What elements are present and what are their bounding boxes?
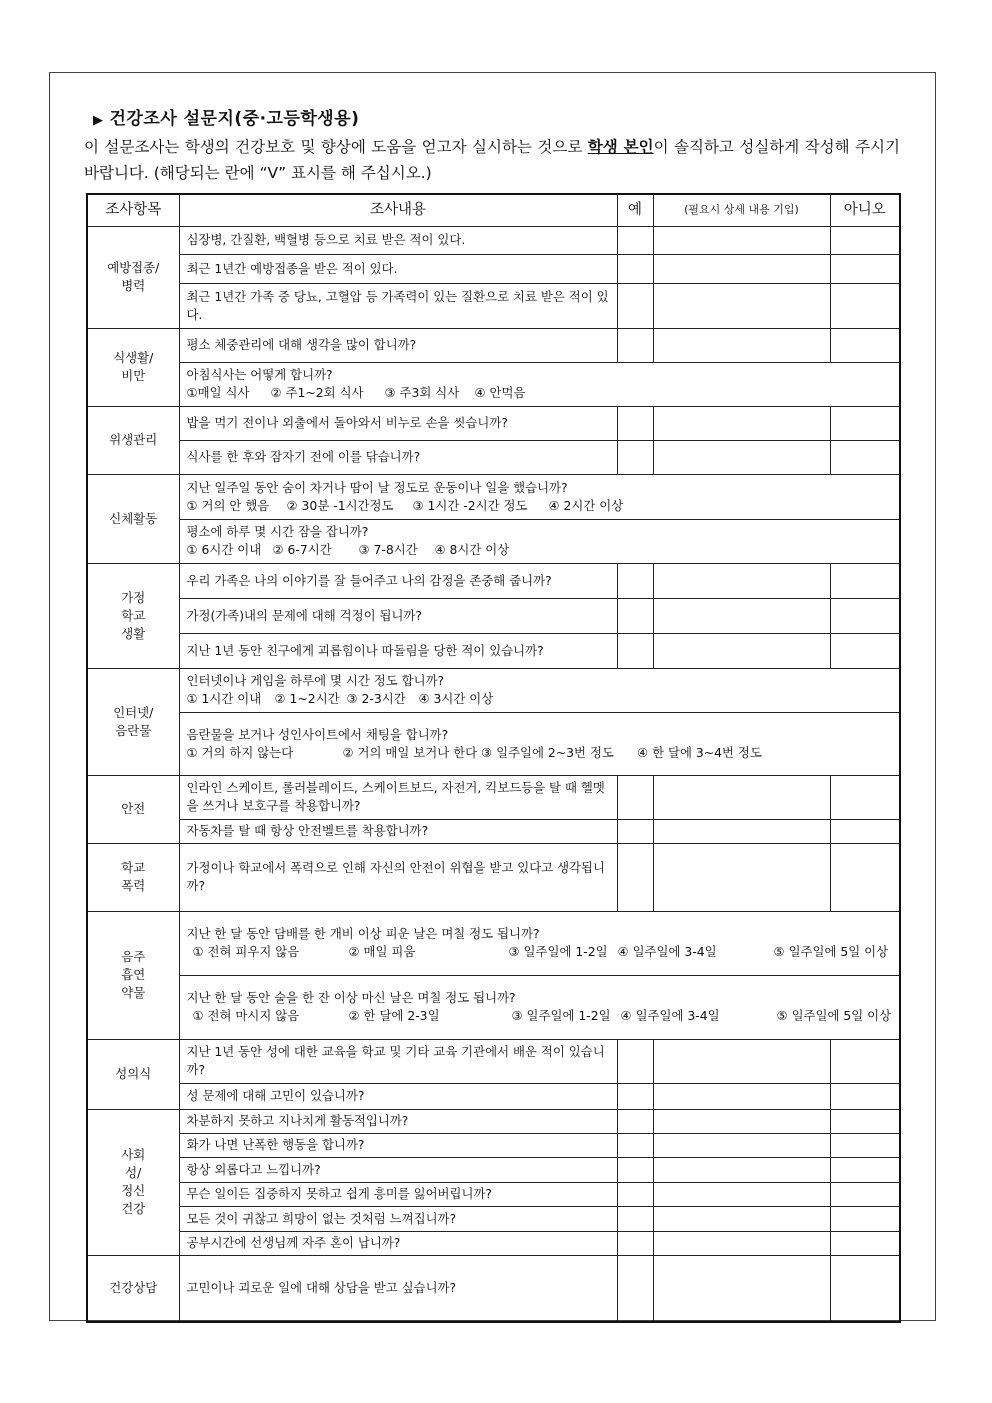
no-cell[interactable] bbox=[830, 1255, 900, 1322]
yes-cell[interactable] bbox=[617, 328, 653, 362]
memo-cell[interactable] bbox=[653, 819, 830, 843]
question: 인라인 스케이트, 롤러블레이드, 스케이트보드, 자전거, 킥보드등을 탈 때 헬멧을 쓰거나 보호구를 착용합니까? bbox=[179, 775, 617, 819]
memo-cell[interactable] bbox=[653, 254, 830, 283]
yes-cell[interactable] bbox=[617, 598, 653, 633]
no-cell[interactable] bbox=[830, 283, 900, 328]
answer-options: ④ 일주일에 3-4일 ⑤ 일주일에 5일 이상 bbox=[617, 944, 889, 959]
no-cell[interactable] bbox=[830, 775, 900, 819]
memo-cell[interactable] bbox=[653, 1157, 830, 1182]
memo-cell[interactable] bbox=[653, 1255, 830, 1322]
yes-cell[interactable] bbox=[617, 819, 653, 843]
category-family: 가정 학교 생활 bbox=[87, 563, 179, 668]
question-with-options: 지난 한 달 동안 담배를 한 개비 이상 피운 날은 며칠 정도 됩니까? ① 전혀 피우지 않음 ② 매일 피움 ③ 일주일에 1-2일 ④ 일주일에 3-4일 ⑤ 일주일에 5일 이상 bbox=[179, 911, 900, 975]
category-mental: 사회 성/ 정신 건강 bbox=[87, 1109, 179, 1255]
table-row bbox=[87, 819, 900, 843]
yes-cell[interactable] bbox=[617, 283, 653, 328]
question: 공부시간에 선생님께 자주 혼이 납니까? bbox=[179, 1231, 617, 1255]
table-row bbox=[87, 668, 900, 712]
header-content: 조사내용 bbox=[179, 194, 617, 226]
question: 식사를 한 후와 잠자기 전에 이를 닦습니까? bbox=[179, 440, 617, 474]
memo-cell[interactable] bbox=[653, 775, 830, 819]
memo-cell[interactable] bbox=[653, 1133, 830, 1157]
memo-cell[interactable] bbox=[653, 1039, 830, 1083]
table-row bbox=[87, 598, 900, 633]
question: 모든 것이 귀찮고 희망이 없는 것처럼 느껴집니까? bbox=[179, 1206, 617, 1231]
table-row bbox=[87, 1133, 900, 1157]
intro-highlight: 학생 본인 bbox=[587, 138, 654, 156]
no-cell[interactable] bbox=[830, 843, 900, 911]
question: 무슨 일이든 집중하지 못하고 쉽게 흥미를 잃어버립니까? bbox=[179, 1182, 617, 1206]
table-row bbox=[87, 843, 900, 911]
yes-cell[interactable] bbox=[617, 1255, 653, 1322]
table-row bbox=[87, 563, 900, 598]
no-cell[interactable] bbox=[830, 1039, 900, 1083]
answer-options: ① 거의 하지 않는다 ② 거의 매일 보거나 한다 bbox=[186, 744, 478, 760]
title-marker-icon: ▶ bbox=[93, 113, 104, 128]
yes-cell[interactable] bbox=[617, 775, 653, 819]
answer-options: ① 전혀 마시지 않음 ② 한 달에 2-3일 ③ 일주일에 1-2일 bbox=[192, 1008, 611, 1023]
yes-cell[interactable] bbox=[617, 406, 653, 440]
header-no: 아니오 bbox=[830, 194, 900, 226]
table-row bbox=[87, 1255, 900, 1322]
memo-cell[interactable] bbox=[653, 283, 830, 328]
table-row bbox=[87, 1109, 900, 1133]
no-cell[interactable] bbox=[830, 1133, 900, 1157]
yes-cell[interactable] bbox=[617, 1039, 653, 1083]
question: 가정이나 학교에서 폭력으로 인해 자신의 안전이 위협을 받고 있다고 생각됩니까? bbox=[179, 843, 617, 911]
answer-options: ① 6시간 이내 ② 6-7시간 ③ 7-8시간 ④ 8시간 이상 bbox=[186, 542, 510, 557]
yes-cell[interactable] bbox=[617, 1182, 653, 1206]
category-substance: 음주 흡연 약물 bbox=[87, 911, 179, 1039]
no-cell[interactable] bbox=[830, 1231, 900, 1255]
survey-table bbox=[86, 193, 901, 1323]
memo-cell[interactable] bbox=[653, 328, 830, 362]
table-row bbox=[87, 362, 900, 406]
no-cell[interactable] bbox=[830, 819, 900, 843]
yes-cell[interactable] bbox=[617, 1157, 653, 1182]
question: 우리 가족은 나의 이야기를 잘 들어주고 나의 감정을 존중해 줍니까? bbox=[179, 563, 617, 598]
memo-cell[interactable] bbox=[653, 1109, 830, 1133]
no-cell[interactable] bbox=[830, 254, 900, 283]
memo-cell[interactable] bbox=[653, 633, 830, 668]
question: 최근 1년간 예방접종을 받은 적이 있다. bbox=[179, 254, 617, 283]
answer-options: ③ 일주일에 2~3번 정도 ④ 한 달에 3~4번 정도 bbox=[481, 744, 762, 760]
yes-cell[interactable] bbox=[617, 226, 653, 254]
no-cell[interactable] bbox=[830, 226, 900, 254]
table-row bbox=[87, 283, 900, 328]
question-with-options: 평소에 하루 몇 시간 잠을 잡니까? ① 6시간 이내 ② 6-7시간 ③ 7-8시간 ④ 8시간 이상 bbox=[179, 519, 900, 563]
question-with-options: 음란물을 보거나 성인사이트에서 채팅을 합니까? ① 거의 하지 않는다 ② 거의 매일 보거나 한다 ③ 일주일에 2~3번 정도 ④ 한 달에 3~4번 정도 bbox=[179, 712, 900, 775]
no-cell[interactable] bbox=[830, 598, 900, 633]
no-cell[interactable] bbox=[830, 1157, 900, 1182]
yes-cell[interactable] bbox=[617, 1109, 653, 1133]
table-row bbox=[87, 712, 900, 775]
no-cell[interactable] bbox=[830, 406, 900, 440]
table-row bbox=[87, 975, 900, 1039]
table-row bbox=[87, 1083, 900, 1109]
memo-cell[interactable] bbox=[653, 1206, 830, 1231]
table-row bbox=[87, 440, 900, 474]
memo-cell[interactable] bbox=[653, 598, 830, 633]
yes-cell[interactable] bbox=[617, 843, 653, 911]
table-row bbox=[87, 406, 900, 440]
question: 성 문제에 대해 고민이 있습니까? bbox=[179, 1083, 617, 1109]
table-row bbox=[87, 1206, 900, 1231]
category-prevention: 예방접종/ 병력 bbox=[87, 226, 179, 328]
category-internet: 인터넷/ 음란물 bbox=[87, 668, 179, 775]
category-activity: 신체활동 bbox=[87, 474, 179, 563]
answer-options: ① 1시간 이내 ② 1~2시간 ③ 2-3시간 ④ 3시간 이상 bbox=[186, 691, 494, 706]
header-row bbox=[87, 194, 900, 226]
no-cell[interactable] bbox=[830, 1083, 900, 1109]
table-row bbox=[87, 911, 900, 975]
category-safety: 안전 bbox=[87, 775, 179, 843]
question-with-options: 인터넷이나 게임을 하루에 몇 시간 정도 합니까? ① 1시간 이내 ② 1~2시간 ③ 2-3시간 ④ 3시간 이상 bbox=[179, 668, 900, 712]
question: 자동차를 탈 때 항상 안전벨트를 착용합니까? bbox=[179, 819, 617, 843]
memo-cell[interactable] bbox=[653, 1083, 830, 1109]
question: 차분하지 못하고 지나치게 활동적입니까? bbox=[179, 1109, 617, 1133]
memo-cell[interactable] bbox=[653, 440, 830, 474]
table-row bbox=[87, 474, 900, 519]
memo-cell[interactable] bbox=[653, 1182, 830, 1206]
no-cell[interactable] bbox=[830, 1109, 900, 1133]
table-row bbox=[87, 1039, 900, 1083]
answer-options: ④ 일주일에 3-4일 ⑤ 일주일에 5일 이상 bbox=[620, 1008, 892, 1023]
table-row bbox=[87, 1231, 900, 1255]
question: 지난 1년 동안 친구에게 괴롭힘이나 따돌림을 당한 적이 있습니까? bbox=[179, 633, 617, 668]
category-hygiene: 위생관리 bbox=[87, 406, 179, 474]
question: 가정(가족)내의 문제에 대해 걱정이 됩니까? bbox=[179, 598, 617, 633]
table-row bbox=[87, 254, 900, 283]
no-cell[interactable] bbox=[830, 1206, 900, 1231]
question: 평소 체중관리에 대해 생각을 많이 합니까? bbox=[179, 328, 617, 362]
memo-cell[interactable] bbox=[653, 563, 830, 598]
memo-cell[interactable] bbox=[653, 406, 830, 440]
question: 지난 1년 동안 성에 대한 교육을 학교 및 기타 교육 기관에서 배운 적이 있습니까? bbox=[179, 1039, 617, 1083]
table-row bbox=[87, 1157, 900, 1182]
category-violence: 학교 폭력 bbox=[87, 843, 179, 911]
yes-cell[interactable] bbox=[617, 254, 653, 283]
question: 화가 나면 난폭한 행동을 합니까? bbox=[179, 1133, 617, 1157]
yes-cell[interactable] bbox=[617, 1133, 653, 1157]
no-cell[interactable] bbox=[830, 1182, 900, 1206]
question-with-options: 지난 일주일 동안 숨이 차거나 땀이 날 정도로 운동이나 일을 했습니까? ① 거의 안 했음 ② 30분 -1시간정도 ③ 1시간 -2시간 정도 ④ 2시간 이상 bbox=[179, 474, 900, 519]
table-row bbox=[87, 519, 900, 563]
no-cell[interactable] bbox=[830, 633, 900, 668]
table-row bbox=[87, 226, 900, 254]
no-cell[interactable] bbox=[830, 563, 900, 598]
table-row bbox=[87, 775, 900, 819]
category-sexual: 성의식 bbox=[87, 1039, 179, 1109]
memo-cell[interactable] bbox=[653, 843, 830, 911]
yes-cell[interactable] bbox=[617, 563, 653, 598]
yes-cell[interactable] bbox=[617, 1231, 653, 1255]
question-with-options: 아침식사는 어떻게 합니까? ①매일 식사 ② 주1~2회 식사 ③ 주3회 식사 ④ 안먹음 bbox=[179, 362, 900, 406]
question: 고민이나 괴로운 일에 대해 상담을 받고 싶습니까? bbox=[179, 1255, 617, 1322]
yes-cell[interactable] bbox=[617, 1206, 653, 1231]
answer-options: ① 거의 안 했음 ② 30분 -1시간정도 ③ 1시간 -2시간 정도 ④ 2시간 이상 bbox=[186, 497, 624, 513]
yes-cell[interactable] bbox=[617, 633, 653, 668]
table-row bbox=[87, 633, 900, 668]
no-cell[interactable] bbox=[830, 440, 900, 474]
answer-options: ①매일 식사 ② 주1~2회 식사 ③ 주3회 식사 ④ 안먹음 bbox=[186, 385, 526, 400]
table-row bbox=[87, 1182, 900, 1206]
yes-cell[interactable] bbox=[617, 440, 653, 474]
header-yes: 예 bbox=[617, 194, 653, 226]
question: 밥을 먹기 전이나 외출에서 돌아와서 비누로 손을 씻습니까? bbox=[179, 406, 617, 440]
table-row bbox=[87, 328, 900, 362]
header-category: 조사항목 bbox=[87, 194, 179, 226]
no-cell[interactable] bbox=[830, 328, 900, 362]
header-memo: (필요시 상세 내용 기입) bbox=[653, 194, 830, 226]
question: 최근 1년간 가족 중 당뇨, 고혈압 등 가족력이 있는 질환으로 치료 받은 적이 있다. bbox=[179, 283, 617, 328]
intro-text: 이 설문조사는 학생의 건강보호 및 향상에 도움을 얻고자 실시하는 것으로 학생 본인이 솔직하고 성실하게 작성해 주시기 바랍니다. (해당되는 란에 “V” 표시를 해 주십시오.) bbox=[84, 138, 900, 182]
memo-cell[interactable] bbox=[653, 226, 830, 254]
category-diet: 식생활/ 비만 bbox=[87, 328, 179, 406]
answer-options: ① 전혀 피우지 않음 ② 매일 피움 ③ 일주일에 1-2일 bbox=[192, 944, 608, 959]
question: 항상 외롭다고 느낍니까? bbox=[179, 1157, 617, 1182]
yes-cell[interactable] bbox=[617, 1083, 653, 1109]
question-with-options: 지난 한 달 동안 술을 한 잔 이상 마신 날은 며칠 정도 됩니까? ① 전혀 마시지 않음 ② 한 달에 2-3일 ③ 일주일에 1-2일 ④ 일주일에 3-4일 ⑤ 일주일에 5일 이상 bbox=[179, 975, 900, 1039]
question: 심장병, 간질환, 백혈병 등으로 치료 받은 적이 있다. bbox=[179, 226, 617, 254]
category-counsel: 건강상담 bbox=[87, 1255, 179, 1322]
page-title: ▶ 건강조사 설문지(중·고등학생용) bbox=[93, 109, 360, 129]
memo-cell[interactable] bbox=[653, 1231, 830, 1255]
